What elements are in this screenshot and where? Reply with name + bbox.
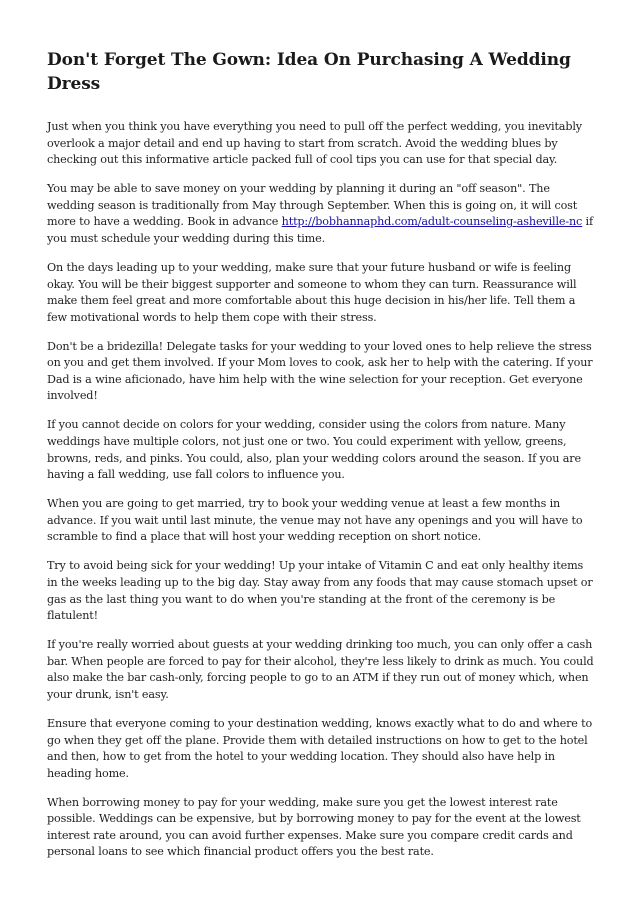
paragraph-bridezilla: Don't be a bridezilla! Delegate tasks for your wedding to your loved ones to help relieve the stress on you and get them involved. If your Mom loves to cook, ask her to help with the catering. If your Dad is a wine aficionado, have him help with the wine selection for your reception. Get everyone involved! (47, 339, 593, 403)
paragraph-off-season (47, 181, 596, 247)
paragraph-venue: When you are going to get married, try to book your wedding venue at least a few months in advance. If you wait until last minute, the venue may not have any openings and you will have to scramble to find a place that will host your wedding reception on short notice. (47, 497, 583, 544)
paragraph-colors: If you cannot decide on colors for your wedding, consider using the colors from nature. Many weddings have multiple colors, not just one or two. You could experiment with yellow, greens, browns, reds, and pinks. You could, also, plan your wedding colors around the season. If you are having a fall wedding, use fall colors to influence you. (47, 418, 581, 482)
paragraph-text-after-link: if you must schedule your wedding during this time. (47, 215, 593, 245)
paragraph-support-partner: On the days leading up to your wedding, make sure that your future husband or wife is feeling okay. You will be their biggest supporter and someone to whom they can turn. Reassurance will make them feel great and more comfortable about this huge decision in his/her life. Tell them a few motivational words to help them cope with their stress. (47, 260, 577, 324)
document-page (47, 48, 596, 873)
counseling-link[interactable]: http://bobhannaphd.com/adult-counseling-asheville-nc (281, 215, 583, 229)
paragraph-text-before-link: You may be able to save money on your wedding by planning it during an "off season". The wedding season is traditionally from May through September. When this is going on, it will cost more to have a wedding. Book in advance (47, 182, 578, 229)
paragraph-intro: Just when you think you have everything you need to pull off the perfect wedding, you inevitably overlook a major detail and end up having to start from scratch. Avoid the wedding blues by checking out this informative article packed full of cool tips you can use for that special day. (47, 120, 582, 167)
paragraph-cash-bar: If you're really worried about guests at your wedding drinking too much, you can only offer a cash bar. When people are forced to pay for their alcohol, they're less likely to drink as much. You could also make the bar cash-only, forcing people to go to an ATM if they run out of money which, when your drunk, isn't easy. (47, 638, 594, 701)
paragraph-borrowing: When borrowing money to pay for your wedding, make sure you get the lowest interest rate possible. Weddings can be expensive, but by borrowing money to pay for the event at the lowest interest rate around, you can avoid further expenses. Make sure you compare credit cards and personal loans to see which financial product offers you the best rate. (47, 795, 581, 859)
paragraph-health: Try to avoid being sick for your wedding! Up your intake of Vitamin C and eat only healthy items in the weeks leading up to the big day. Stay away from any foods that may cause stomach upset or gas as the last thing you want to do when you're standing at the front of the ceremony is be flatulent! (47, 559, 593, 623)
paragraph-destination: Ensure that everyone coming to your destination wedding, knows exactly what to do and where to go when they get off the plane. Provide them with detailed instructions on how to get to the hotel and then, how to get from the hotel to your wedding location. They should also have help in heading home. (47, 716, 593, 780)
article-title: Don't Forget The Gown: Idea On Purchasing A Wedding Dress (47, 50, 571, 94)
